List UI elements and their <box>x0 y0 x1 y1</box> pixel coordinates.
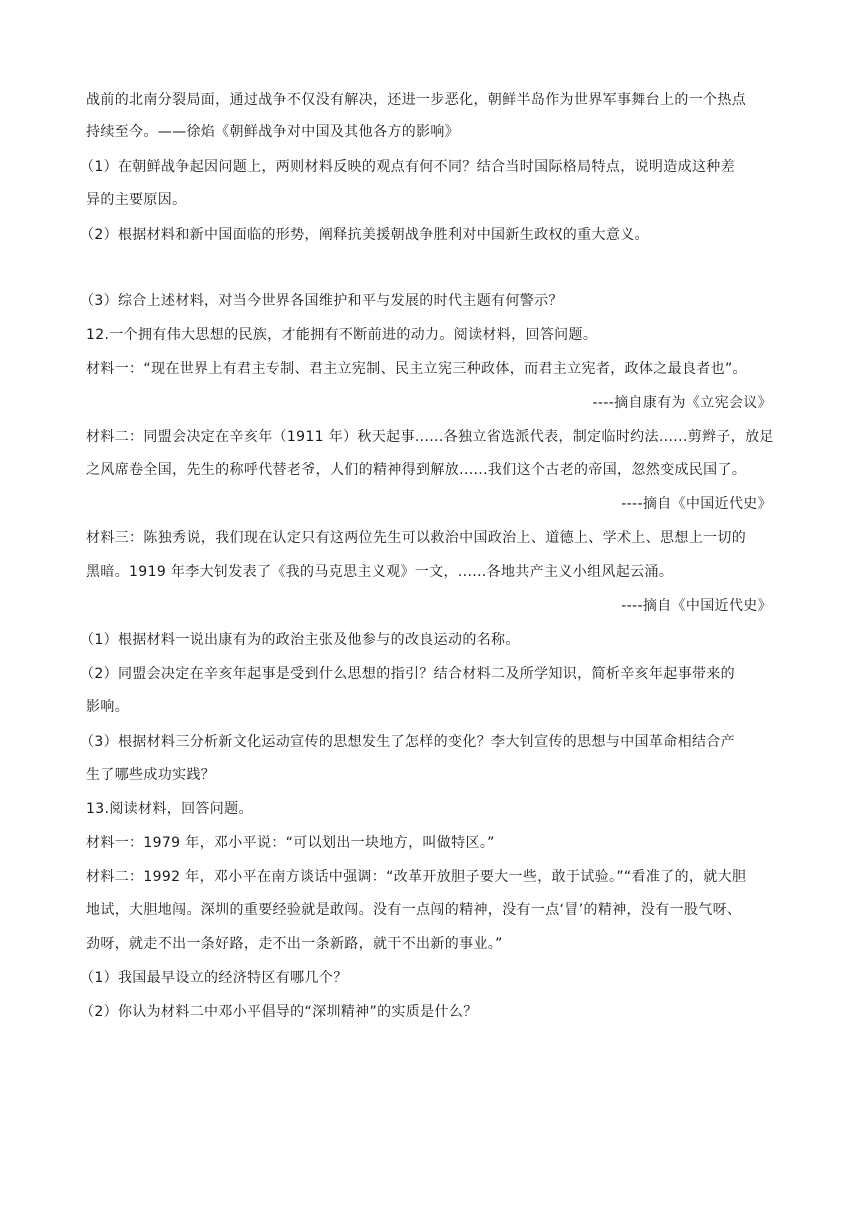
text-line: 持续至今。——徐焰《朝鲜战争对中国及其他各方的影响》 <box>86 124 460 140</box>
question-line: （1）在朝鲜战争起因问题上，两则材料反映的观点有何不同？结合当时国际格局特点，说明造成这种差 <box>80 159 736 175</box>
material-line: 之风席卷全国，先生的称呼代替老爷，人们的精神得到解放......我们这个古老的帝国，忽然变成民国了。 <box>86 462 747 478</box>
question-line: （3）根据材料三分析新文化运动宣传的思想发生了怎样的变化？李大钊宣传的思想与中国革命相结合产 <box>80 734 736 750</box>
question-line: （3）综合上述材料，对当今世界各国维护和平与发展的时代主题有何警示？ <box>80 293 563 309</box>
question-heading: 13.阅读材料，回答问题。 <box>86 801 253 817</box>
material-line: 黑暗。1919 年李大钊发表了《我的马克思主义观》一文，......各地共产主义小组风起云涌。 <box>86 564 674 580</box>
text-line: 生了哪些成功实践？ <box>86 767 216 783</box>
question-line: （2）你认为材料二中邓小平倡导的“深圳精神”的实质是什么？ <box>80 1004 478 1020</box>
question-line: （2）根据材料和新中国面临的形势，阐释抗美援朝战争胜利对中国新生政权的重大意义。 <box>80 227 649 243</box>
source-citation: ----摘自《中国近代史》 <box>621 598 772 614</box>
text-line: 战前的北南分裂局面，通过战争不仅没有解决，还进一步恶化，朝鲜半岛作为世界军事舞台上的一个热点 <box>86 92 747 108</box>
material-line: 材料三：陈独秀说，我们现在认定只有这两位先生可以救治中国政治上、道德上、学术上、思想上一切的 <box>86 530 747 546</box>
material-line: 材料一：1979 年，邓小平说：“可以划出一块地方，叫做特区。” <box>86 835 495 851</box>
material-line: 劲呀，就走不出一条好路，走不出一条新路，就干不出新的事业。” <box>86 936 503 952</box>
material-line: 地试，大胆地闯。深圳的重要经验就是敢闯。没有一点闯的精神，没有一点‘冒’的精神，没有一股气呀、 <box>86 902 742 918</box>
material-line: 材料一：“现在世界上有君主专制、君主立宪制、民主立宪三种政体，而君主立宪者，政体之最良者也”。 <box>86 361 747 377</box>
question-line: （1）我国最早设立的经济特区有哪几个？ <box>80 970 348 986</box>
question-line: （1）根据材料一说出康有为的政治主张及他参与的改良运动的名称。 <box>80 632 520 648</box>
text-line: 异的主要原因。 <box>86 192 187 208</box>
source-citation: ----摘自《中国近代史》 <box>621 496 772 512</box>
question-heading: 12.一个拥有伟大思想的民族，才能拥有不断前进的动力。阅读材料，回答问题。 <box>86 327 598 343</box>
question-line: （2）同盟会决定在辛亥年起事是受到什么思想的指引？结合材料二及所学知识，简析辛亥年起事带来的 <box>80 666 736 682</box>
text-line: 影响。 <box>86 699 130 715</box>
material-line: 材料二：同盟会决定在辛亥年（1911 年）秋天起事......各独立省选派代表，制定临时约法......剪辫子，放足 <box>86 429 774 445</box>
material-line: 材料二：1992 年，邓小平在南方谈话中强调：“改革开放胆子要大一些，敢于试验。”“看准了的，就大胆 <box>86 869 747 885</box>
source-citation: ----摘自康有为《立宪会议》 <box>592 395 772 411</box>
